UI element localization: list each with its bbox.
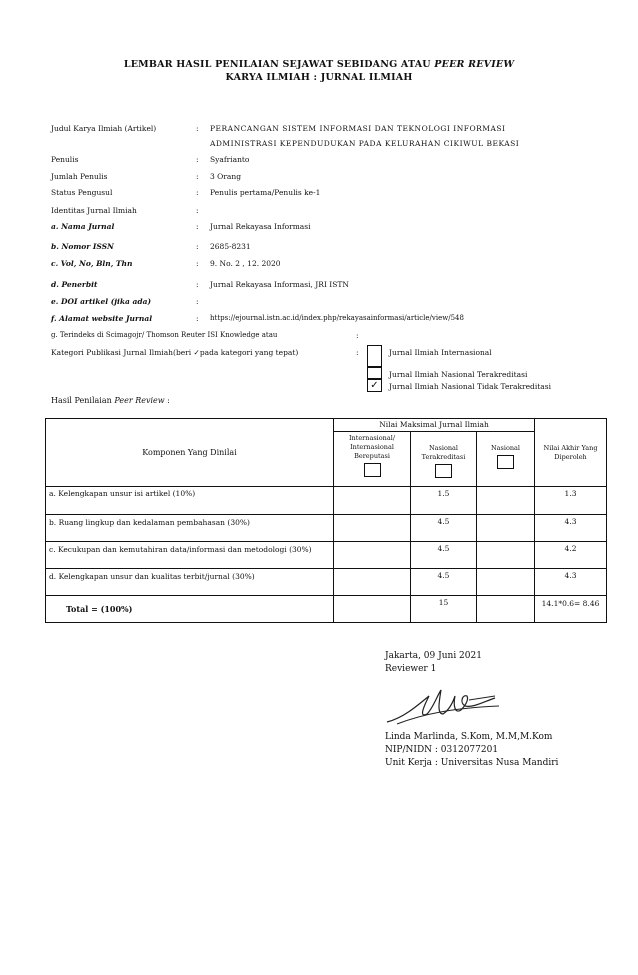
penerbit-label: d. Penerbit <box>51 280 98 289</box>
nilai-akhir-cell: 4.3 <box>535 569 607 596</box>
issn-label: b. Nomor ISSN <box>51 242 114 251</box>
jumlah-penulis-label: Jumlah Penulis <box>51 172 108 181</box>
place-date: Jakarta, 09 Juni 2021 <box>385 651 482 661</box>
alamat-website-label: f. Alamat website Jurnal <box>51 314 153 323</box>
signature-image <box>383 684 503 730</box>
reviewer-nip: NIP/NIDN : 0312077201 <box>385 745 499 755</box>
colon: : <box>196 259 199 268</box>
judul-value-line2: ADMINISTRASI KEPENDUDUKAN PADA KELURAHAN CIKIWUL BEKASI <box>210 139 520 148</box>
nama-jurnal-label: a. Nama Jurnal <box>51 222 115 231</box>
colon: : <box>196 222 199 231</box>
terindeks-label: g. Terindeks di Scimagojr/ Thomson Reuter ISI Knowledge atau <box>51 331 278 339</box>
colon: : <box>196 314 199 323</box>
nilai-akhir-header: Nilai Akhir Yang Diperoleh <box>535 419 607 487</box>
nilai-akhir-cell: 1.3 <box>535 487 607 515</box>
col-internasional-header: Internasional/ Internasional Bereputasi <box>334 432 411 487</box>
kategori-checkbox-internasional[interactable] <box>367 345 382 367</box>
judul-label: Judul Karya Ilmiah (Artikel) <box>51 124 157 133</box>
penulis-value: Syafrianto <box>210 155 250 164</box>
document-title-line2: KARYA ILMIAH : JURNAL ILMIAH <box>225 72 413 83</box>
table-row <box>46 569 607 596</box>
nilai-maks-cell: 4.5 <box>411 542 477 569</box>
reviewer-name: Linda Marlinda, S.Kom, M.M,M.Kom <box>385 732 553 742</box>
nilai-akhir-cell: 4.3 <box>535 515 607 542</box>
document-title-line1: LEMBAR HASIL PENILAIAN SEJAWAT SEBIDANG ATAU PEER REVIEW <box>123 59 515 70</box>
kategori-option-nasional-terakreditasi: Jurnal Ilmiah Nasional Terakreditasi <box>389 370 528 379</box>
issn-value: 2685-8231 <box>210 242 251 251</box>
kategori-option-nasional-tidak-terakreditasi: Jurnal Ilmiah Nasional Tidak Terakreditasi <box>389 382 551 391</box>
total-row <box>46 596 607 623</box>
vol-label: c. Vol, No, Bln, Thn <box>51 259 133 268</box>
review-table <box>45 418 607 623</box>
colon: : <box>196 206 199 215</box>
col-nasional-header: Nasional <box>477 432 535 487</box>
penerbit-value: Jurnal Rekayasa Informasi, JRI ISTN <box>210 280 349 289</box>
doi-label: e. DOI artikel (jika ada) <box>51 297 151 306</box>
table-row <box>46 487 607 515</box>
kategori-label: Kategori Publikasi Jurnal Ilmiah(beri ✓pada kategori yang tepat) <box>51 348 299 357</box>
alamat-website-value: https://ejournal.istn.ac.id/index.php/rekayasainformasi/article/view/548 <box>210 314 464 322</box>
komponen-cell: c. Kecukupan dan kemutahiran data/informasi dan metodologi (30%) <box>46 542 334 569</box>
kategori-checkbox-nasional-terakreditasi[interactable] <box>367 367 382 379</box>
judul-value-line1: PERANCANGAN SISTEM INFORMASI DAN TEKNOLOGI INFORMASI <box>210 124 506 133</box>
colon: : <box>196 188 199 197</box>
nasional-terakreditasi-checkbox[interactable] <box>435 464 452 478</box>
kategori-checkbox-nasional-tidak-terakreditasi[interactable] <box>367 379 382 392</box>
reviewer-unit: Unit Kerja : Universitas Nusa Mandiri <box>385 758 559 768</box>
status-pengusul-value: Penulis pertama/Penulis ke-1 <box>210 188 321 197</box>
status-pengusul-label: Status Pengusul <box>51 188 113 197</box>
colon: : <box>356 348 359 357</box>
hasil-penilaian-heading: Hasil Penilaian Peer Review : <box>51 396 170 405</box>
colon: : <box>196 155 199 164</box>
colon: : <box>196 172 199 181</box>
komponen-header: Komponen Yang Dinilai <box>46 419 334 487</box>
reviewer-label: Reviewer 1 <box>385 664 437 674</box>
komponen-cell: b. Ruang lingkup dan kedalaman pembahasan (30%) <box>46 515 334 542</box>
identitas-jurnal-label: Identitas Jurnal Ilmiah <box>51 206 137 215</box>
nilai-maks-cell: 4.5 <box>411 515 477 542</box>
col-nasional-terakreditasi-header: Nasional Terakreditasi <box>411 432 477 487</box>
colon: : <box>196 280 199 289</box>
table-row <box>46 515 607 542</box>
colon: : <box>196 124 199 133</box>
colon: : <box>356 331 359 340</box>
komponen-cell: a. Kelengkapan unsur isi artikel (10%) <box>46 487 334 515</box>
nilai-maks-cell: 4.5 <box>411 569 477 596</box>
kategori-option-internasional: Jurnal Ilmiah Internasional <box>389 348 492 357</box>
nilai-maks-cell: 1.5 <box>411 487 477 515</box>
nama-jurnal-value: Jurnal Rekayasa Informasi <box>210 222 311 231</box>
colon: : <box>196 242 199 251</box>
penulis-label: Penulis <box>51 155 79 164</box>
total-label: Total = (100%) <box>46 596 334 623</box>
komponen-cell: d. Kelengkapan unsur dan kualitas terbit/jurnal (30%) <box>46 569 334 596</box>
nasional-checkbox[interactable] <box>497 455 514 469</box>
check-mark-icon: ✓ <box>370 380 379 391</box>
vol-value: 9. No. 2 , 12. 2020 <box>210 259 281 268</box>
internasional-checkbox[interactable] <box>364 463 381 477</box>
nilai-maksimal-header: Nilai Maksimal Jurnal Ilmiah <box>334 419 535 432</box>
total-maks-cell: 15 <box>411 596 477 623</box>
total-akhir-cell: 14.1*0.6= 8.46 <box>535 596 607 623</box>
nilai-akhir-cell: 4.2 <box>535 542 607 569</box>
colon: : <box>196 297 199 306</box>
jumlah-penulis-value: 3 Orang <box>210 172 241 181</box>
table-row <box>46 542 607 569</box>
